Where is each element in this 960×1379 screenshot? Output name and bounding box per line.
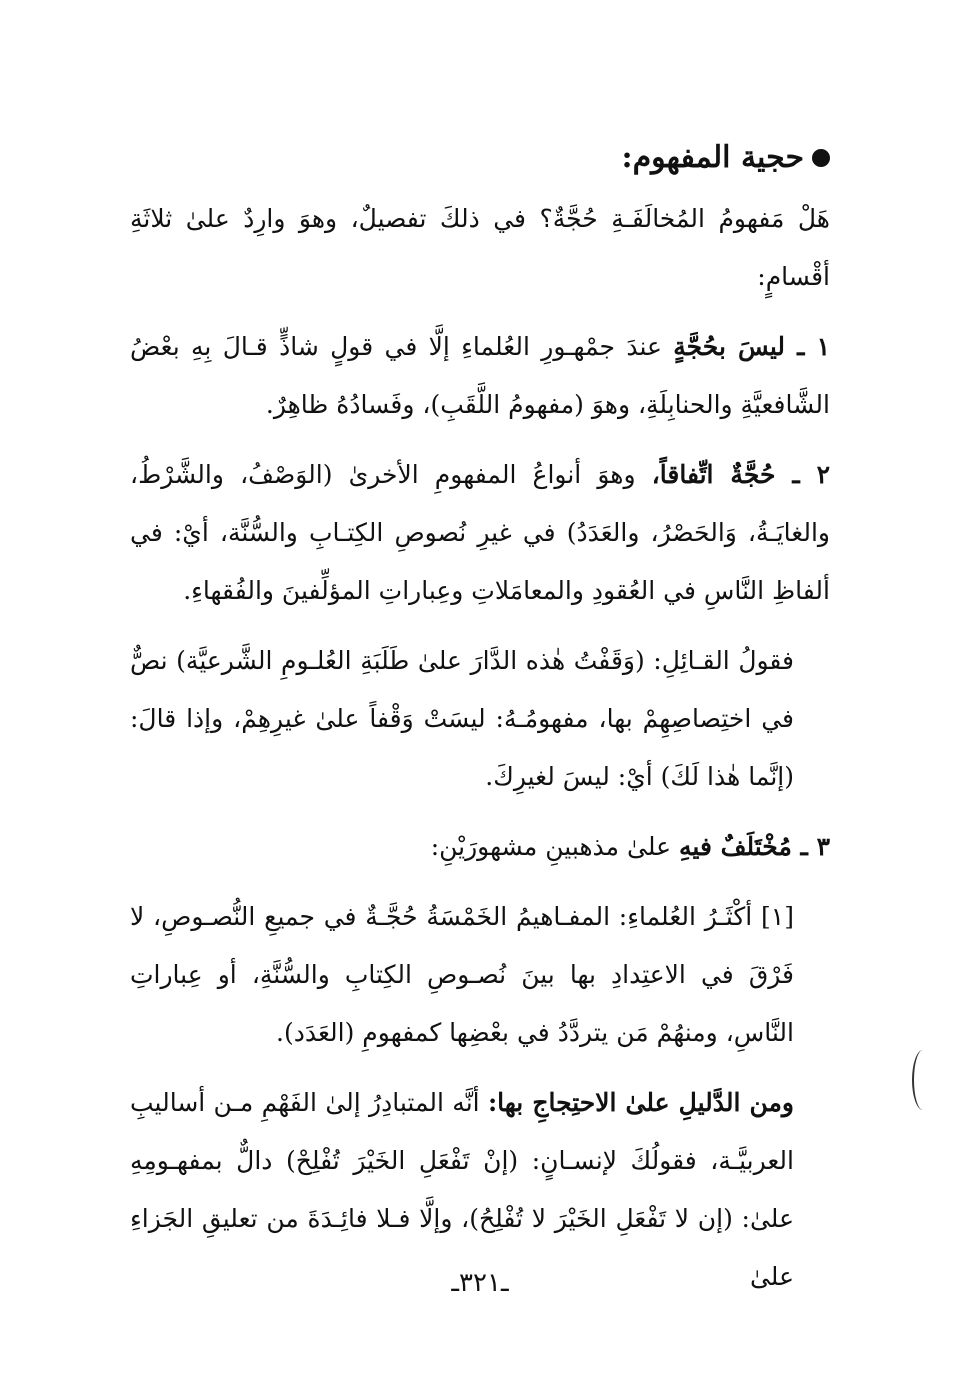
paragraph-item-1 [130, 318, 830, 434]
item-lead: ٣ ـ مُخْتَلَفٌ فيهِ [679, 832, 830, 861]
paragraph-text: أنَّه المتبادِرُ إلىٰ الفَهْمِ مـن أساليبِ العربيَّـة، فقولُكَ لإنسـانٍ: (إنْ تَفْعَلِ الخَيْرَ تُفْلِحْ) دالٌّ بمفهـومِهِ علىٰ: (إن لا تَفْعَلِ الخَيْرَ لا تُفْلِحُ)، وإلَّا فـلا فائِـدَةَ من تعليقِ الجَزاءِ علىٰ [130, 1088, 794, 1291]
section-heading-text: حجية المفهوم: [621, 140, 804, 175]
paragraph-item-2 [130, 446, 830, 620]
margin-mark [912, 1050, 934, 1110]
paragraph-text: عندَ جمْهـورِ العُلماءِ إلَّا في قولٍ شاذٍّ قـالَ بِهِ بعْضُ الشَّافعيَّةِ والحنابِلَةِ، وهوَ (مفهومُ اللَّقَبِ)، وفَسادُهُ ظاهِرٌ. [130, 332, 830, 419]
bullet-icon [812, 149, 830, 167]
paragraph-text: علىٰ مذهبينِ مشهورَيْنِ: [430, 832, 679, 861]
item-lead: ٢ ـ حُجَّةٌ اتِّفاقاً، [651, 460, 830, 489]
section-heading [130, 130, 830, 186]
paragraph-text: هَلْ مَفهومُ المُخالَفَـةِ حُجَّةٌ؟ في ذلكَ تفصيلٌ، وهوَ وارِدٌ علىٰ ثلاثَةِ أقْسامٍ: [130, 204, 830, 291]
paragraph-intro [130, 190, 830, 306]
paragraph-text: [١] أكْثَـرُ العُلماءِ: المفـاهيمُ الخَمْسَةُ حُجَّـةٌ في جميعِ النُّصـوصِ، لا فَرْقَ في الاعتِدادِ بها بينَ نُصـوصِ الكِتابِ والسُّنَّةِ، أو عِباراتِ النَّاسِ، ومنهُمْ مَن يتردَّدُ في بعْضِها كمفهومِ (العَدَد). [130, 902, 794, 1047]
paragraph-item-3 [130, 818, 830, 876]
paragraph-text: فقولُ القـائِلِ: (وَقَفْتُ هٰذه الدَّارَ علىٰ طَلَبَةِ العُلـومِ الشَّرعيَّة) نصٌّ في اختِصاصِهِمْ بها، مفهومُـهُ: ليسَتْ وَقْفاً علىٰ غيرِهِمْ، وإذا قالَ: (إنَّما هٰذا لَكَ) أيْ: ليسَ لغيرِكَ. [130, 646, 794, 791]
item-lead: ومن الدَّليلِ علىٰ الاحتِجاجِ بها: [487, 1088, 794, 1117]
paragraph-example [130, 632, 830, 806]
item-lead: ١ ـ ليسَ بحُجَّةٍ [673, 332, 830, 361]
paragraph-text: وهوَ أنواعُ المفهومِ الأخرىٰ (الوَصْفُ، والشَّرْطُ، والغايَـةُ، وَالحَصْرُ، والعَدَدُ) في غيرِ نُصوصِ الكِتـابِ والسُّنَّة، أيْ: في ألفاظِ النَّاسِ في العُقودِ والمعامَلاتِ وعِباراتِ المؤلِّفينَ والفُقهاءِ. [130, 460, 830, 605]
page-number: ـ٣٢١ـ [451, 1268, 509, 1298]
paragraph-view-1 [130, 888, 830, 1062]
